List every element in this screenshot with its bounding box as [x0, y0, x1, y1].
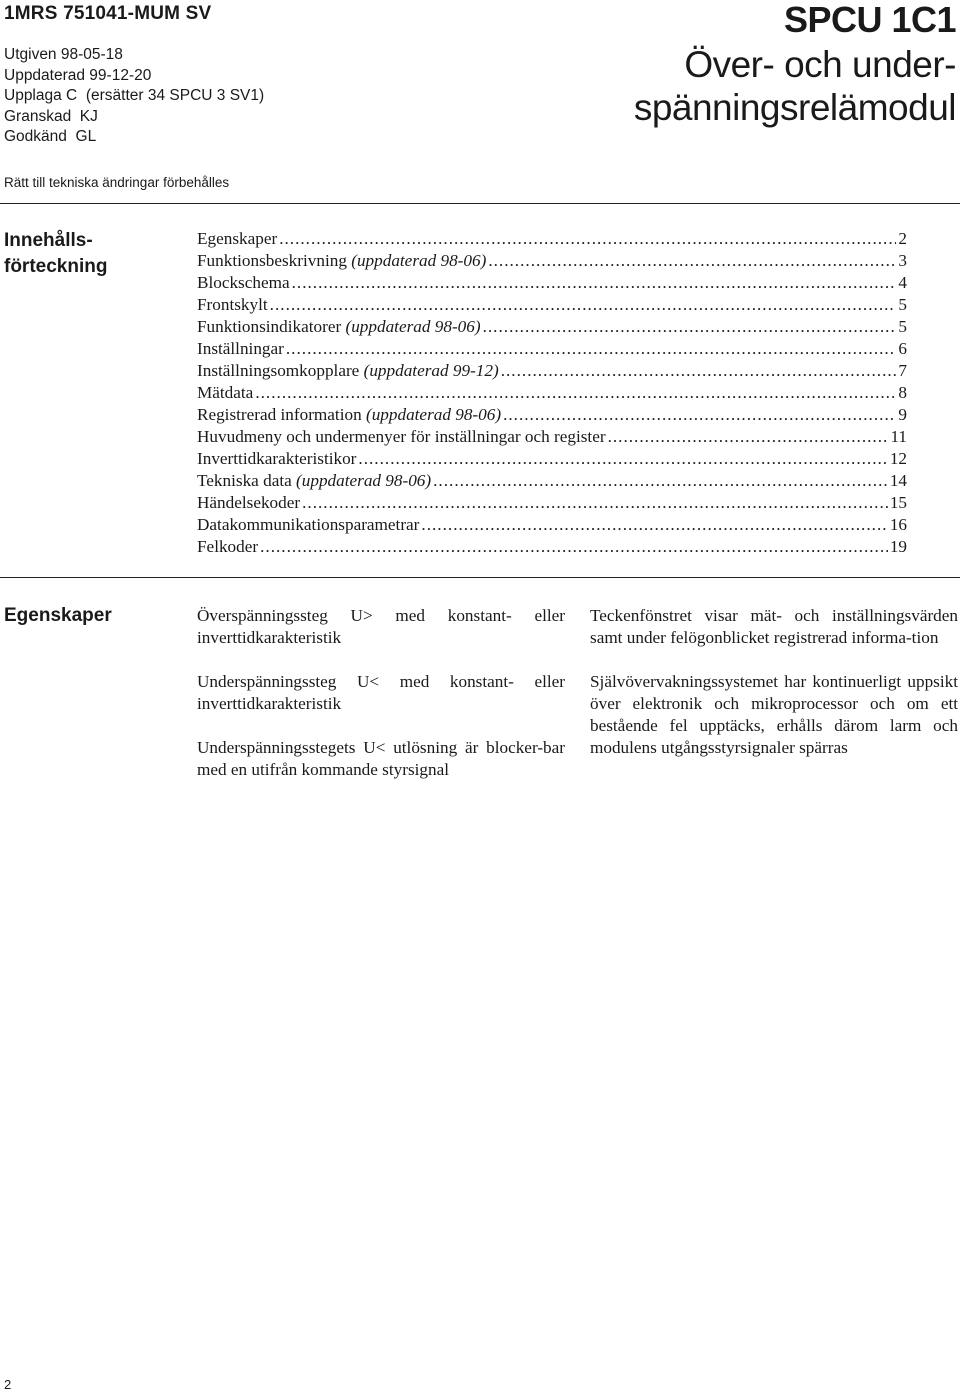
- toc-entry-note: (uppdaterad 98-06): [351, 251, 487, 270]
- product-code: SPCU 1C1: [783, 0, 956, 40]
- toc-entry-note: (uppdaterad 98-06): [365, 405, 502, 424]
- toc-entry-title: [197, 536, 258, 558]
- toc-entry[interactable]: [197, 426, 907, 448]
- features-column-2: [590, 605, 958, 781]
- approved-by: Godkänd GL: [4, 128, 97, 145]
- toc-leader-dots: [608, 426, 889, 448]
- toc-leader-dots: [286, 338, 897, 360]
- toc-entry[interactable]: [197, 338, 907, 360]
- toc-entry-title: [197, 470, 431, 492]
- divider: [0, 577, 960, 578]
- product-title-line-1: Över- och under-: [684, 44, 956, 85]
- toc-entry-title-text: Frontskylt: [197, 295, 268, 314]
- toc-entry-title-text: Inställningar: [197, 339, 284, 358]
- toc-heading: [4, 228, 107, 280]
- toc-entry-title: [197, 448, 356, 470]
- toc-leader-dots: [501, 360, 897, 382]
- toc-entry-note: (uppdaterad 98-06): [345, 317, 481, 336]
- divider: [0, 203, 960, 204]
- toc-leader-dots: [302, 492, 888, 514]
- toc-entry-page: 5: [898, 295, 907, 314]
- toc-entry-title: [197, 426, 606, 448]
- feature-paragraph: Underspänningsstegets U< utlösning är blocker-bar med en utifrån kommande styrsignal: [197, 738, 565, 779]
- features-heading: Egenskaper: [4, 605, 112, 626]
- toc-entry-note: (uppdaterad 99-12): [363, 361, 499, 380]
- feature-paragraph: Teckenfönstret visar mät- och inställningsvärden samt under felögonblicket registrerad informa-tion: [590, 606, 958, 647]
- toc-entry-page: 16: [889, 515, 907, 534]
- toc-entry[interactable]: [197, 250, 907, 272]
- issue-info: [4, 45, 264, 148]
- toc-entry-title-text: Huvudmeny och undermenyer för inställningar och register: [197, 427, 606, 446]
- toc-entry-title-text: Datakommunikationsparametrar: [197, 515, 420, 534]
- toc-entry[interactable]: [197, 382, 907, 404]
- toc-entry-title-text: Funktionsindikatorer: [197, 317, 342, 336]
- toc-entry-title: [197, 338, 284, 360]
- toc-entry[interactable]: [197, 514, 907, 536]
- toc-entry[interactable]: [197, 404, 907, 426]
- toc-entry-title-text: Registrerad information: [197, 405, 362, 424]
- toc-entry-page: 6: [898, 339, 907, 358]
- toc-entry-page: 19: [889, 537, 907, 556]
- toc-entry-page: 3: [898, 251, 907, 270]
- page-number: 2: [4, 1377, 12, 1392]
- title-block: [634, 0, 956, 129]
- update-date: Uppdaterad 99-12-20: [4, 66, 152, 84]
- toc-entry[interactable]: [197, 294, 907, 316]
- toc-leader-dots: [358, 448, 887, 470]
- toc-entry-title-text: Blockschema: [197, 273, 290, 292]
- product-title: [634, 43, 956, 129]
- feature-paragraph: Självövervakningssystemet har kontinuerligt uppsikt över elektronik och mikroprocessor och om ett bestående fel upptäcks, erhålls därom larm och modulens utgångsstyrsignaler spärras: [590, 672, 958, 757]
- toc-entry[interactable]: [197, 448, 907, 470]
- toc-leader-dots: [421, 514, 887, 536]
- features-column-1: [197, 605, 565, 803]
- toc-entry-title-text: Mätdata: [197, 383, 254, 402]
- toc-entry[interactable]: [197, 316, 907, 338]
- toc-entry[interactable]: [197, 470, 907, 492]
- feature-paragraph: Underspänningssteg U< med konstant- eller inverttidkarakteristik: [197, 672, 565, 713]
- toc-leader-dots: [488, 250, 896, 272]
- toc-heading-line-2: förteckning: [4, 256, 108, 277]
- toc-leader-dots: [270, 294, 897, 316]
- toc-entry-page: 2: [898, 229, 907, 248]
- document-id: 1MRS 751041-MUM SV: [4, 3, 212, 24]
- toc-entry-title-text: Inverttidkarakteristikor: [197, 449, 357, 468]
- toc-entry-page: 14: [889, 471, 907, 490]
- toc-entry[interactable]: [197, 360, 907, 382]
- toc-entry-page: 12: [889, 449, 907, 468]
- toc-entry-page: 9: [898, 405, 907, 424]
- toc-entry-title: [197, 294, 268, 316]
- toc-entry-page: 8: [898, 383, 907, 402]
- toc-entry-title-text: Inställningsomkopplare: [197, 361, 360, 380]
- edition: Upplaga C (ersätter 34 SPCU 3 SV1): [4, 87, 265, 104]
- toc-entry[interactable]: [197, 272, 907, 294]
- rights-note: Rätt till tekniska ändringar förbehålles: [4, 175, 230, 190]
- toc-list: [197, 228, 907, 558]
- toc-entry-page: 15: [889, 493, 907, 512]
- toc-heading-line-1: Innehålls-: [4, 230, 93, 251]
- toc-entry-title-text: Egenskaper: [197, 229, 278, 248]
- toc-leader-dots: [503, 404, 896, 426]
- toc-entry-title: [197, 492, 300, 514]
- toc-entry-title-text: Funktionsbeskrivning: [197, 251, 347, 270]
- toc-entry-title: [197, 382, 253, 404]
- toc-entry-page: 7: [898, 361, 907, 380]
- toc-entry-title: [197, 250, 486, 272]
- toc-entry-title: [197, 514, 419, 536]
- toc-entry-page: 5: [898, 317, 907, 336]
- toc-entry-title-text: Tekniska data: [197, 471, 292, 490]
- toc-leader-dots: [260, 536, 888, 558]
- toc-leader-dots: [255, 382, 896, 404]
- toc-entry-title: [197, 360, 499, 382]
- toc-entry-note: (uppdaterad 98-06): [296, 471, 432, 490]
- toc-entry-title: [197, 316, 481, 338]
- toc-entry[interactable]: [197, 536, 907, 558]
- toc-entry-title-text: Händelsekoder: [197, 493, 301, 512]
- toc-entry-title-text: Felkoder: [197, 537, 259, 556]
- toc-leader-dots: [292, 272, 897, 294]
- toc-entry-page: 11: [890, 427, 907, 446]
- toc-entry-title: [197, 272, 290, 294]
- toc-leader-dots: [279, 228, 896, 250]
- product-title-line-2: spänningsrelämodul: [633, 87, 956, 128]
- issue-date: Utgiven 98-05-18: [4, 46, 123, 63]
- toc-leader-dots: [483, 316, 897, 338]
- feature-paragraph: Överspänningssteg U> med konstant- eller inverttidkarakteristik: [197, 606, 565, 647]
- toc-entry[interactable]: [197, 228, 907, 250]
- toc-entry-title: [197, 404, 501, 426]
- toc-leader-dots: [433, 470, 888, 492]
- toc-entry[interactable]: [197, 492, 907, 514]
- toc-entry-title: [197, 228, 277, 250]
- reviewed-by: Granskad KJ: [4, 107, 98, 125]
- toc-entry-page: 4: [898, 273, 907, 292]
